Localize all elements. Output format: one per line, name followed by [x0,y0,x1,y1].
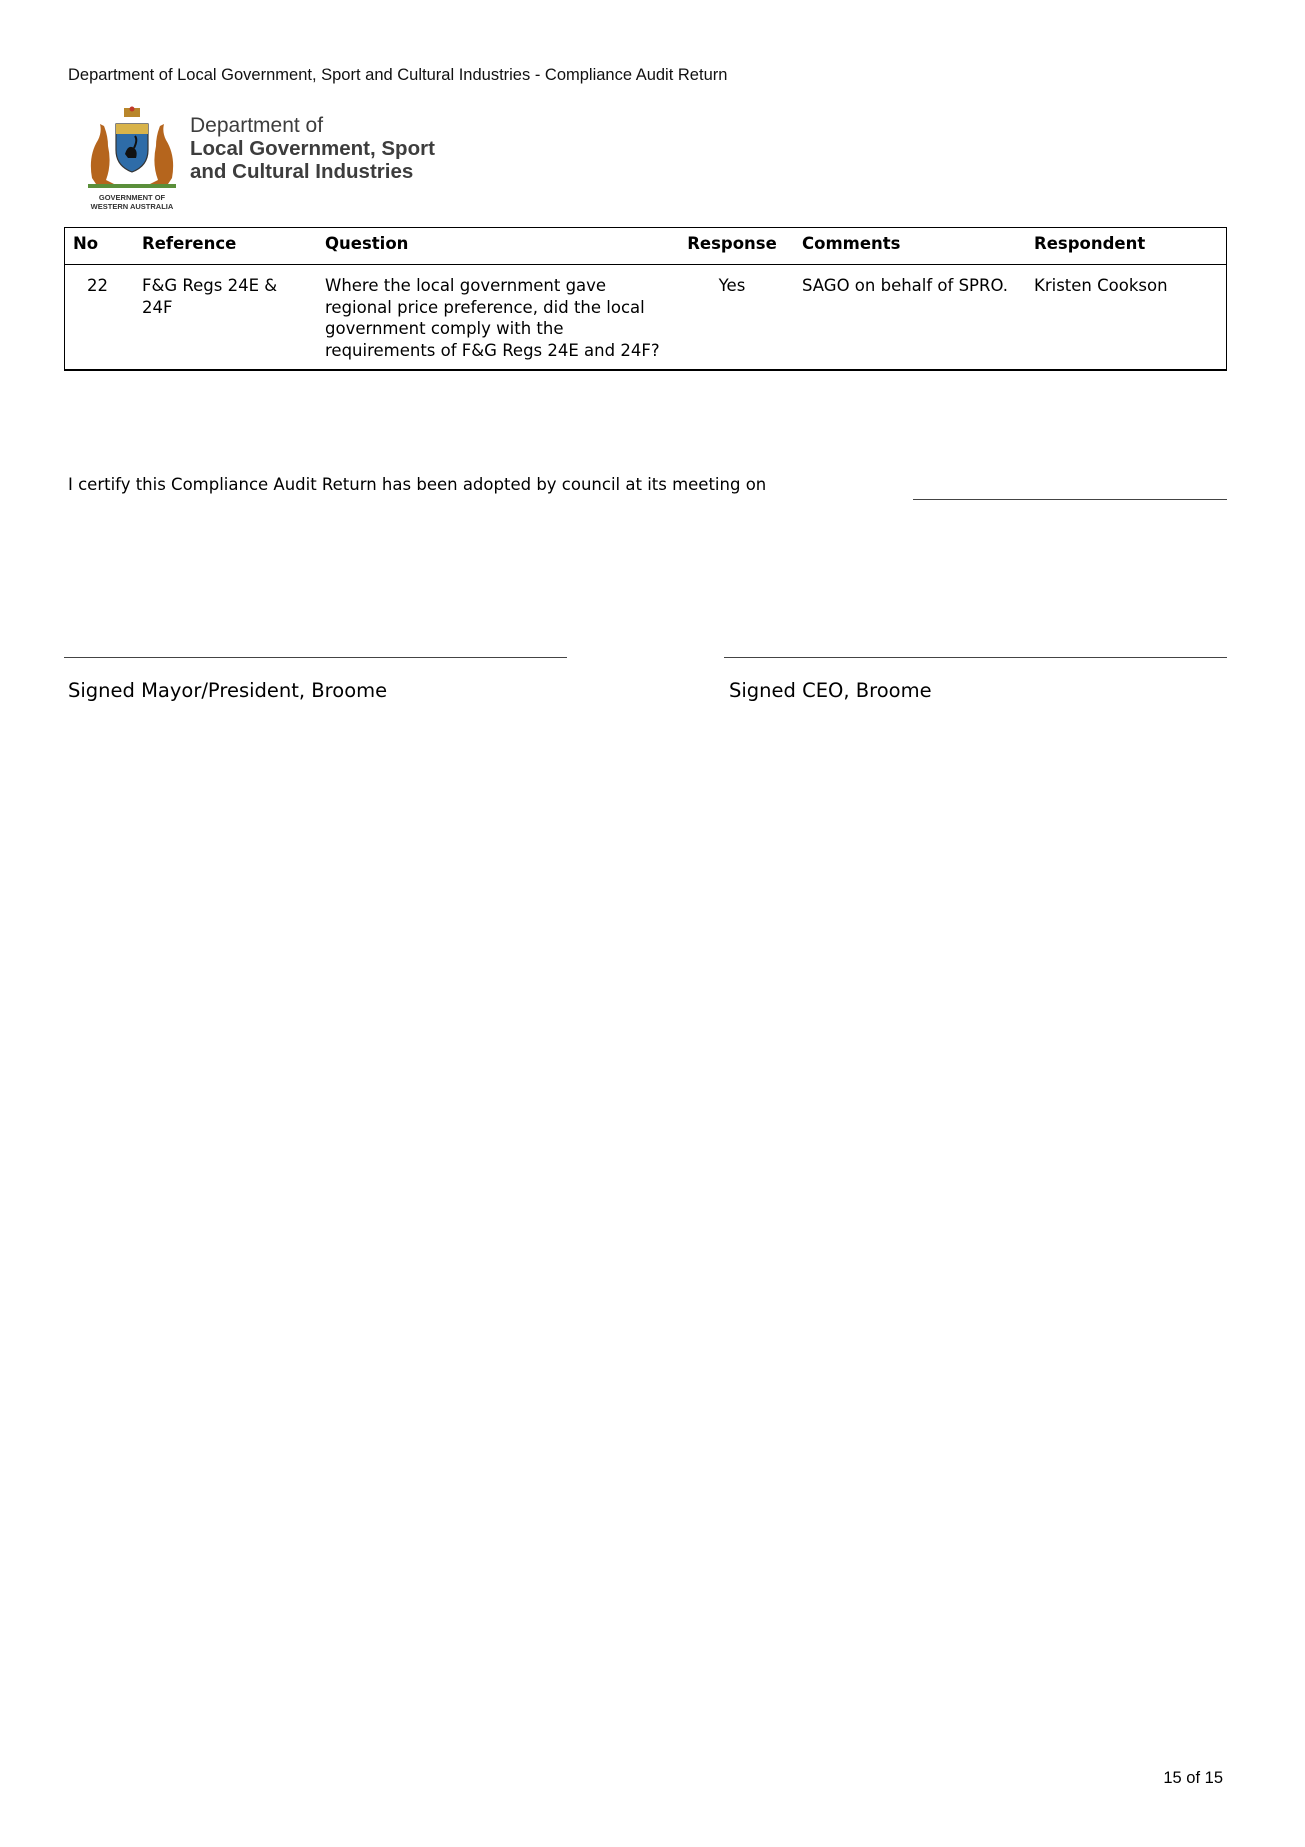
compliance-audit-table [64,227,1227,371]
mayor-signature-label: Signed Mayor/President, Broome [68,679,388,702]
crest-caption-2: WESTERN AUSTRALIA [90,202,174,210]
table-row [65,265,1227,371]
column-header-question: Question [313,228,670,265]
logo-line-3: and Cultural Industries [190,160,414,183]
cell-response: Yes [718,276,746,295]
mayor-signature-line [64,657,567,658]
meeting-date-line [913,499,1227,500]
column-header-respondent: Respondent [1022,228,1227,265]
certification-statement: I certify this Compliance Audit Return has been adopted by council at its meeting on [68,475,767,494]
table-header-row [65,228,1227,265]
cell-respondent: Kristen Cookson [1034,276,1168,295]
page-number: 15 of 15 [1163,1769,1223,1787]
column-header-response: Response [670,228,790,265]
cell-comments: SAGO on behalf of SPRO. [802,276,1009,295]
logo-line-2: Local Government, Sport [190,137,435,160]
coat-of-arms-icon [78,106,186,210]
ceo-signature-line [724,657,1227,658]
running-header: Department of Local Government, Sport and Cultural Industries - Compliance Audit Return [68,66,728,84]
column-header-reference: Reference [130,228,313,265]
logo-line-1: Department of [190,114,324,137]
column-header-comments: Comments [790,228,1022,265]
ceo-signature-label: Signed CEO, Broome [729,679,932,702]
cell-question: Where the local government gave regional price preference, did the local government comply with the requirements of F&G Regs 24E and 24F? [325,276,660,360]
cell-reference: F&G Regs 24E & 24F [142,276,278,317]
cell-no: 22 [87,276,108,295]
column-header-no: No [65,228,131,265]
logo-wordmark [190,114,435,183]
department-logo [78,104,438,210]
crest-caption-1: GOVERNMENT OF [98,193,166,202]
